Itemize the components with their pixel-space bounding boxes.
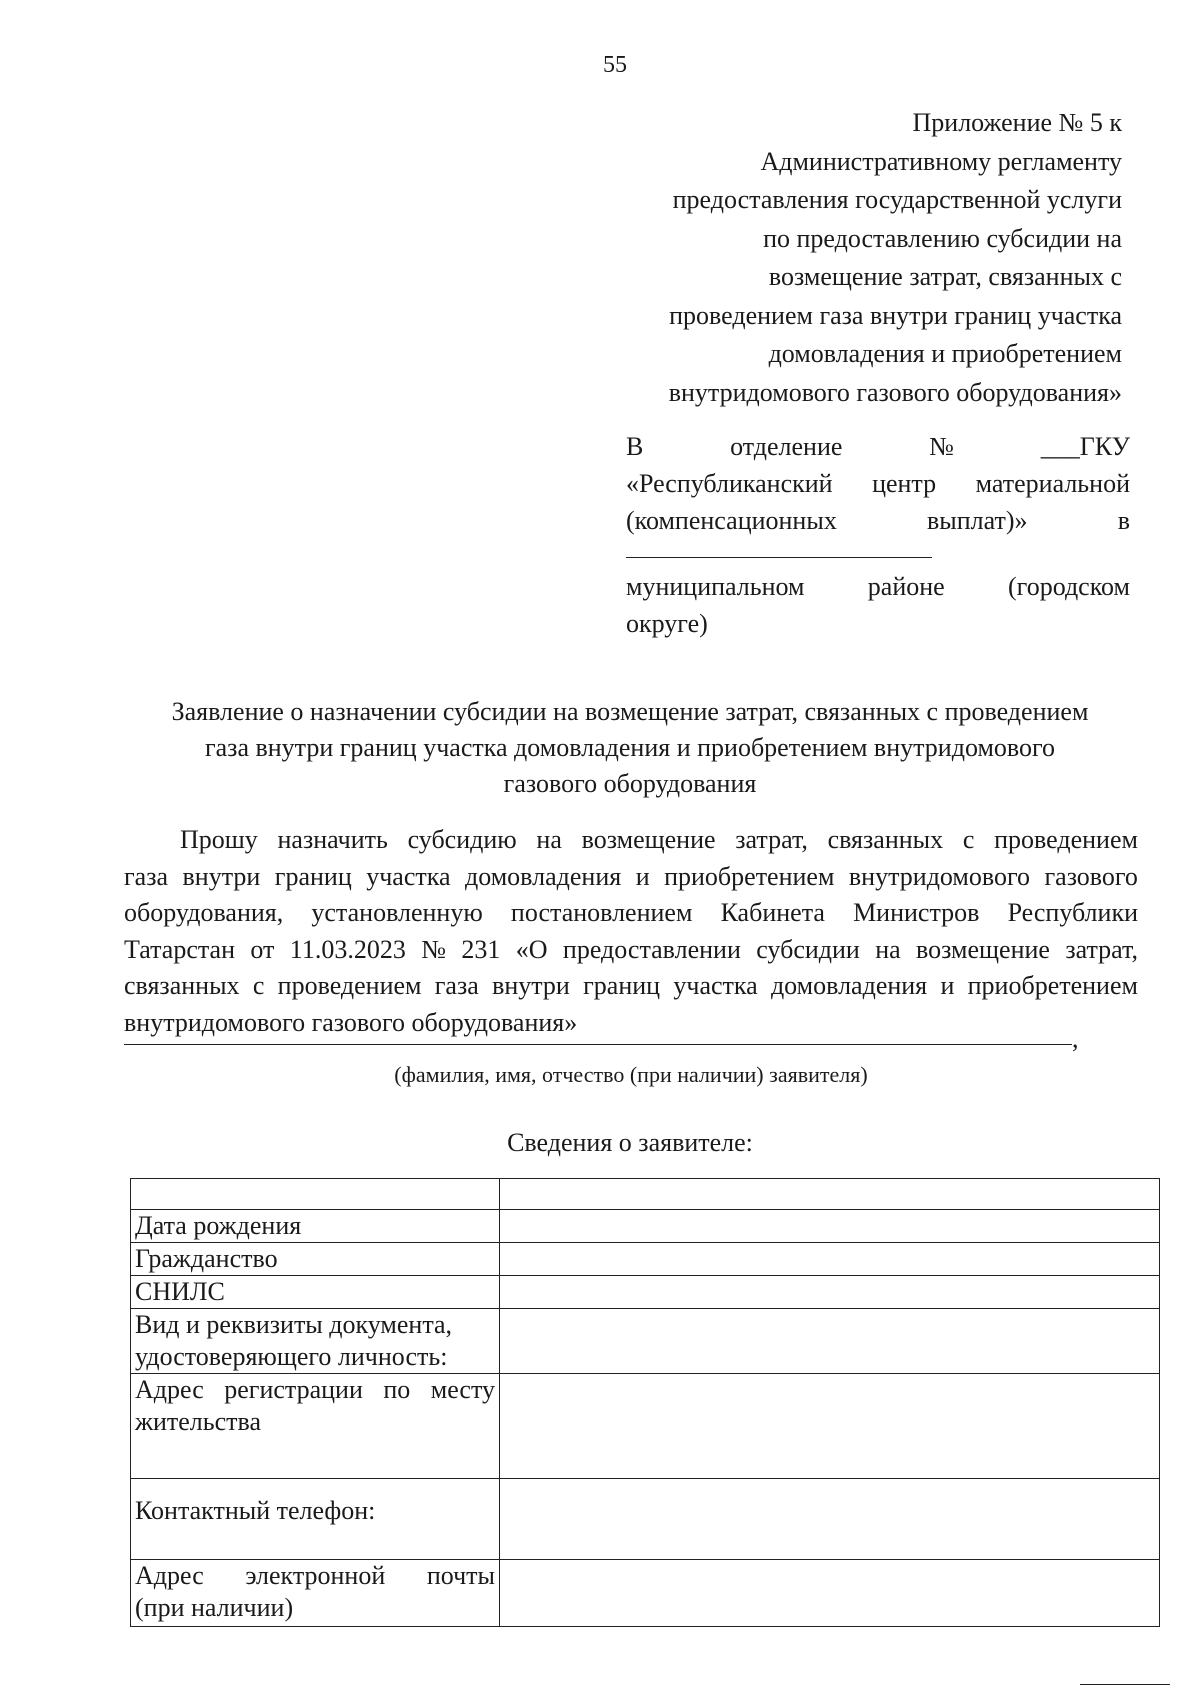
body-word: газа — [124, 861, 169, 891]
email-label-line — [135, 1560, 495, 1592]
body-word: Татарстан — [124, 934, 235, 964]
body-line — [124, 859, 1138, 896]
snils-field[interactable] — [500, 1276, 1160, 1309]
footer-rule — [1080, 1684, 1170, 1685]
birth-date-field[interactable] — [500, 1210, 1160, 1243]
table-spacer-cell — [131, 1179, 500, 1210]
table-row — [131, 1374, 1160, 1479]
applicant-info-heading: Сведения о заявителе: — [507, 1128, 753, 1157]
body-word: связанных — [827, 825, 944, 854]
body-word: «О — [515, 934, 548, 964]
statement-title-line: газового оборудования — [503, 769, 757, 798]
body-word: проведением — [277, 971, 422, 1000]
body-line — [124, 822, 1138, 859]
addressee-word: районе — [867, 572, 945, 601]
body-word: 231 — [461, 934, 501, 964]
addressee-line — [626, 568, 1130, 605]
addressee-word: отделение — [730, 432, 843, 461]
snils-label: СНИЛС — [131, 1276, 500, 1309]
label-word: месту — [430, 1375, 495, 1404]
table-row — [131, 1309, 1160, 1374]
body-word: на — [875, 934, 901, 964]
body-word: проведением — [994, 825, 1138, 854]
body-word: субсидию — [407, 825, 517, 854]
body-word: с — [962, 825, 975, 854]
body-word: установленную — [311, 898, 483, 927]
registration-address-label — [131, 1374, 500, 1479]
applicant-name-blank-line[interactable] — [124, 1044, 1072, 1045]
body-line — [124, 968, 1138, 1005]
id-document-label-line: удостоверяющего личность: — [135, 1342, 448, 1371]
body-word: № — [421, 934, 447, 964]
addressee-line: округе) — [626, 609, 708, 638]
appendix-line: предоставления государственной услуги — [672, 185, 1122, 214]
body-word: Прошу — [180, 825, 258, 854]
applicant-name-caption: (фамилия, имя, отчество (при наличии) заявителя) — [394, 1062, 868, 1087]
statement-title — [120, 694, 1140, 802]
addressee-word: В — [626, 432, 644, 461]
registration-address-field[interactable] — [500, 1374, 1160, 1479]
body-word: границ — [274, 861, 352, 891]
addressee-word: центр — [872, 469, 937, 498]
body-word: приобретением — [664, 861, 835, 891]
table-row — [131, 1243, 1160, 1276]
registration-address-label-line: жительства — [135, 1407, 261, 1436]
addressee-word: ___ГКУ — [1040, 432, 1130, 461]
statement-body — [124, 822, 1138, 1041]
body-word: и — [940, 971, 955, 1000]
label-word: почты — [426, 1561, 495, 1590]
email-field[interactable] — [500, 1560, 1160, 1627]
addressee-word: материальной — [975, 469, 1130, 498]
table-row — [131, 1479, 1160, 1560]
appendix-line: возмещение затрат, связанных с — [768, 262, 1122, 291]
body-word: внутри — [182, 861, 261, 891]
body-line — [124, 932, 1138, 969]
id-document-label — [131, 1309, 500, 1374]
label-word: по — [383, 1375, 411, 1404]
label-word: регистрации — [224, 1375, 363, 1404]
body-word: оборудования, — [124, 898, 284, 927]
table-row — [131, 1560, 1160, 1627]
page-number: 55 — [603, 52, 627, 78]
body-word: внутридомового — [848, 861, 1030, 891]
district-blank-line[interactable] — [626, 539, 932, 558]
body-word: 11.03.2023 — [289, 934, 406, 964]
addressee-line — [626, 428, 1130, 465]
addressee-word: (городском — [1008, 572, 1130, 601]
appendix-line: проведением газа внутри границ участка — [669, 300, 1122, 330]
phone-label: Контактный телефон: — [131, 1479, 500, 1560]
appendix-line: домовладения и приобретением — [768, 339, 1122, 368]
body-word: приобретением — [967, 971, 1138, 1000]
body-word: субсидии — [756, 934, 860, 964]
body-word: Республики — [1007, 898, 1138, 927]
id-document-field[interactable] — [500, 1309, 1160, 1374]
addressee-line — [626, 502, 1130, 539]
statement-title-line: Заявление о назначении субсидии на возмещение затрат, связанных с проведением — [171, 697, 1089, 726]
appendix-line: внутридомового газового оборудования» — [668, 377, 1122, 407]
label-word: Адрес — [135, 1375, 204, 1404]
addressee-word: «Республиканский — [626, 469, 833, 498]
birth-date-label: Дата рождения — [131, 1210, 500, 1243]
body-word: газового — [1044, 861, 1138, 891]
body-word: участка — [673, 971, 758, 1000]
body-word: домовладения — [465, 861, 622, 891]
appendix-line: Административному регламенту — [760, 146, 1122, 176]
table-row — [131, 1179, 1160, 1210]
id-document-label-line: Вид и реквизиты документа, — [135, 1310, 453, 1339]
table-row — [131, 1276, 1160, 1309]
body-line — [124, 895, 1138, 932]
body-word: и — [635, 861, 650, 891]
applicant-info-table — [130, 1178, 1160, 1627]
trailing-comma: , — [1072, 1024, 1079, 1053]
appendix-line: Приложение № 5 к — [912, 108, 1122, 137]
body-word: предоставлении — [562, 934, 741, 964]
body-word: границ — [583, 971, 661, 1000]
appendix-header — [562, 104, 1122, 412]
body-word: постановлением — [510, 898, 693, 927]
email-label — [131, 1560, 500, 1627]
appendix-line: по предоставлению субсидии на — [763, 223, 1122, 253]
email-label-line: (при наличии) — [135, 1593, 294, 1622]
registration-address-label-line — [135, 1374, 495, 1406]
body-word: на — [536, 825, 562, 854]
body-word: внутри — [492, 971, 570, 1000]
body-word: с — [252, 971, 265, 1000]
body-word: назначить — [277, 825, 388, 854]
addressee-word: (компенсационных — [626, 506, 837, 535]
body-word: затрат, — [735, 825, 808, 854]
body-word: возмещение — [581, 825, 716, 854]
body-word: участка — [366, 861, 451, 891]
body-word: Министров — [853, 898, 980, 927]
statement-title-line: газа внутри границ участка домовладения и приобретением внутридомового — [204, 733, 1056, 762]
addressee-block — [626, 428, 1130, 642]
body-word: Кабинета — [720, 898, 825, 927]
citizenship-label: Гражданство — [131, 1243, 500, 1276]
addressee-line — [626, 465, 1130, 502]
addressee-word: муниципальном — [626, 572, 805, 601]
body-word: затрат, — [1065, 934, 1138, 964]
table-row — [131, 1210, 1160, 1243]
label-word: электронной — [245, 1561, 386, 1590]
body-word: газа — [434, 971, 479, 1000]
body-line: внутридомового газового оборудования» — [124, 1007, 578, 1037]
body-word: связанных — [124, 971, 240, 1000]
citizenship-field[interactable] — [500, 1243, 1160, 1276]
addressee-word: выплат)» — [927, 506, 1028, 535]
addressee-word: в — [1117, 506, 1130, 535]
phone-field[interactable] — [500, 1479, 1160, 1560]
body-word: от — [250, 934, 275, 964]
body-word: возмещение — [916, 934, 1050, 964]
table-spacer-cell — [500, 1179, 1160, 1210]
label-word: Адрес — [135, 1561, 204, 1590]
addressee-word: № — [929, 432, 954, 461]
body-word: домовладения — [770, 971, 928, 1000]
